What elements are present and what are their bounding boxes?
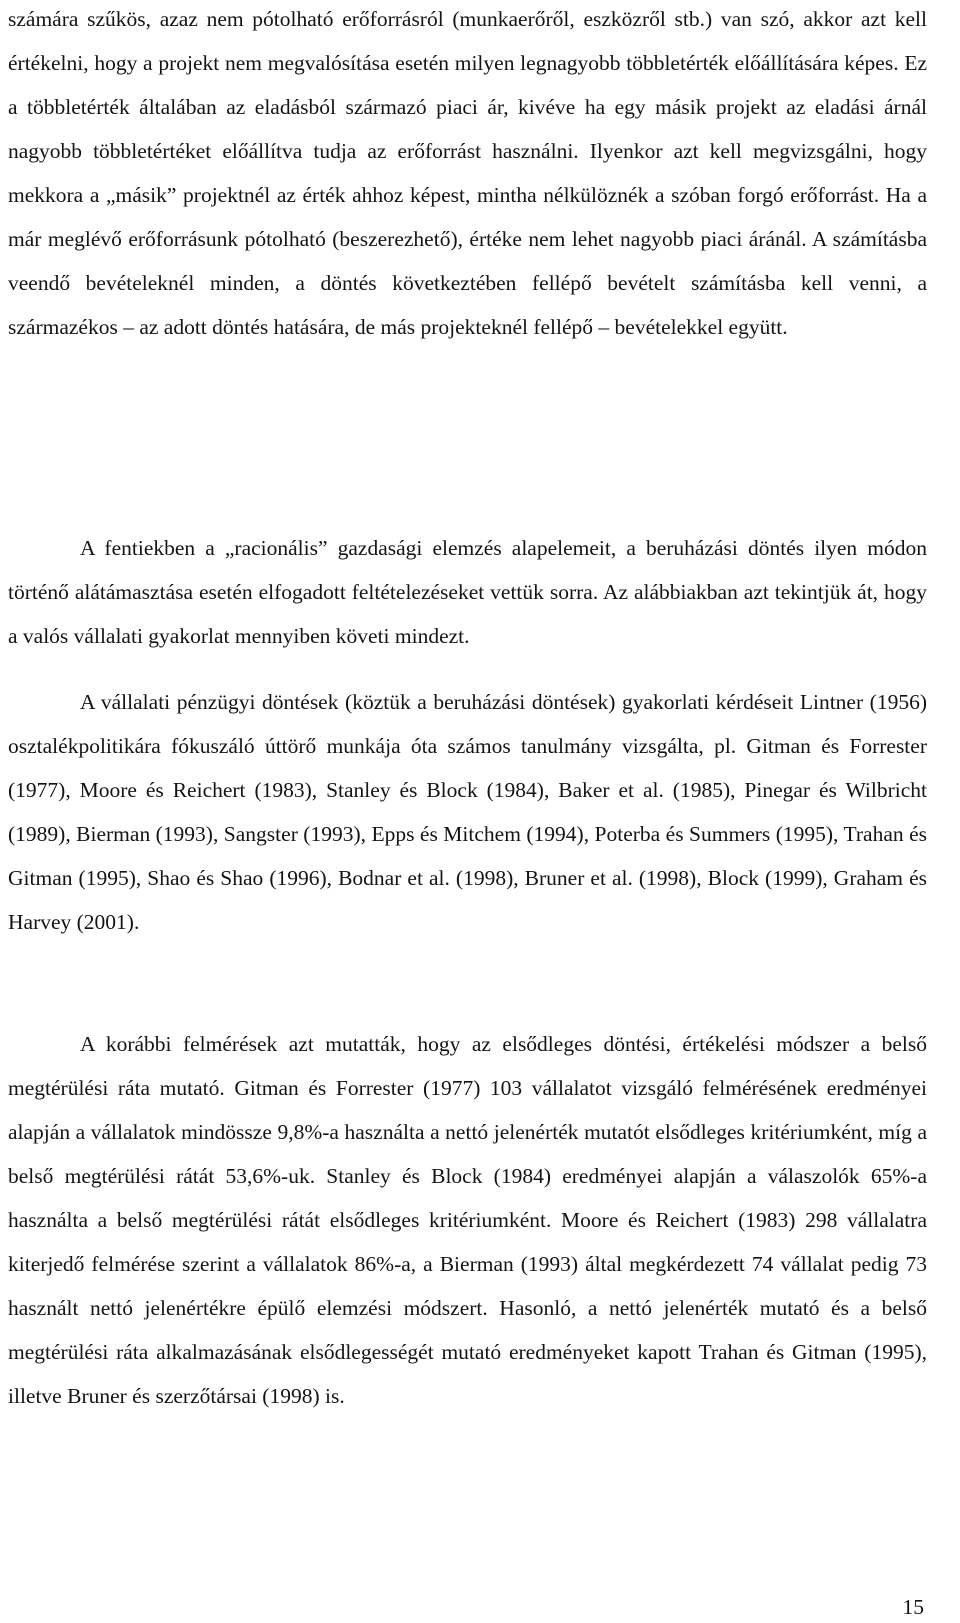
paragraph-literature-review: A vállalati pénzügyi döntések (köztük a beruházási döntések) gyakorlati kérdéseit Lintner (1956) osztalékpolitikára fókuszáló úttörő munkája óta számos tanulmány vizsgálta, pl. Gitman és Forrester (1977), Moore és Reichert (1983), Stanley és Block (1984), Baker et al. (1985), Pinegar és Wilbricht (1989), Bierman (1993), Sangster (1993), Epps és Mitchem (1994), Poterba és Summers (1995), Trahan és Gitman (1995), Shao és Shao (1996), Bodnar et al. (1998), Bruner et al. (1998), Block (1999), Graham és Harvey (2001).: [8, 690, 927, 934]
paragraph-continuation: számára szűkös, azaz nem pótolható erőforrásról (munkaerőről, eszközről stb.) van szó, akkor azt kell értékelni, hogy a projekt nem megvalósítása esetén milyen legnagyobb többletérték előállítására képes. Ez a többletérték általában az eladásból származó piaci ár, kivéve ha egy másik projekt az eladási árnál nagyobb többletértéket előállítva tudja az erőforrást használni. Ilyenkor azt kell megvizsgálni, hogy mekkora a „másik” projektnél az érték ahhoz képest, mintha nélkülöznék a szóban forgó erőforrást. Ha a már meglévő erőforrásunk pótolható (beszerezhető), értéke nem lehet nagyobb piaci áránál. A számításba veendő bevételeknél minden, a döntés következtében fellépő bevételt számításba kell venni, a származékos – az adott döntés hatására, de más projekteknél fellépő – bevételekkel együtt.: [8, 7, 927, 339]
paragraph-rational-analysis: A fentiekben a „racionális” gazdasági elemzés alapelemeit, a beruházási döntés ilyen módon történő alátámasztása esetén elfogadott feltételezéseket vettük sorra. Az alábbiakban azt tekintjük át, hogy a valós vállalati gyakorlat mennyiben követi mindezt.: [8, 536, 927, 648]
paragraph-survey-results: A korábbi felmérések azt mutatták, hogy az elsődleges döntési, értékelési módszer a belső megtérülési ráta mutató. Gitman és Forrester (1977) 103 vállalatot vizsgáló felmérésének eredményei alapján a vállalatok mindössze 9,8%-a használta a nettó jelenérték mutatót elsődleges kritériumként, míg a belső megtérülési rátát 53,6%-uk. Stanley és Block (1984) eredményei alapján a válaszolók 65%-a használta a belső megtérülési rátát elsődleges kritériumként. Moore és Reichert (1983) 298 vállalatra kiterjedő felmérése szerint a vállalatok 86%-a, a Bierman (1993) által megkérdezett 74 vállalat pedig 73 használt nettó jelenértékre épülő elemzési módszert. Hasonló, a nettó jelenérték mutató és a belső megtérülési ráta alkalmazásának elsődlegességét mutató eredményeket kapott Trahan és Gitman (1995), illetve Bruner és szerzőtársai (1998) is.: [8, 1032, 927, 1408]
page-number: 15: [902, 1595, 924, 1619]
